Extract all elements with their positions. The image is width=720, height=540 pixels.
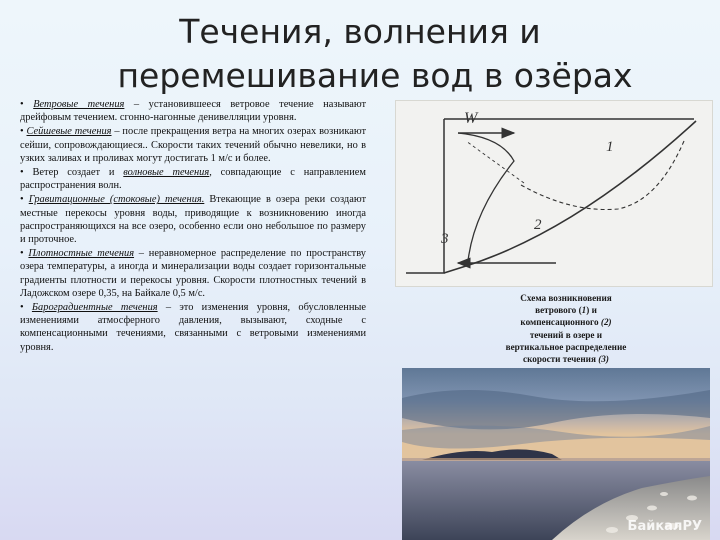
bullet: • (20, 99, 24, 110)
caption-line (480, 304, 652, 316)
lake-photo-image (402, 368, 710, 540)
compensation-current-line (521, 141, 684, 210)
bullet: • (20, 167, 24, 179)
paragraph-text: – это изменения уровня, обусловленные изменениями атмосферного давления, вызывают, сходные с компенсационными течениями, связанными с ветровыми изменениями уровня. (20, 302, 366, 353)
current-scheme-figure (395, 100, 713, 287)
velocity-profile-curve (458, 133, 514, 261)
figure-caption (480, 292, 652, 365)
lake-wall (406, 119, 444, 273)
term-density-currents: Плотностные течения (28, 248, 135, 260)
caption-line (480, 316, 652, 328)
caption-number: 1 (581, 305, 587, 316)
caption-number: (3) (598, 354, 609, 365)
paragraph-text: – установившееся ветровое течение называют дрейфовым течением. сгонно-нагонные денивелляции уровня. (20, 99, 366, 124)
label-2: 2 (534, 217, 542, 233)
term-gravity-currents: Гравитационные (стоковые) течения. (28, 194, 205, 206)
body-text (20, 98, 366, 355)
title-line-1: Течения, волнения и (179, 12, 541, 51)
caption-text: компенсационного (520, 317, 601, 328)
paragraph-wave-currents (20, 166, 366, 192)
paragraph-barogradient-currents (20, 301, 366, 354)
caption-number: (2) (600, 317, 612, 328)
paragraph-seiche-currents (20, 125, 366, 165)
paragraph-text: Ветер создает и (32, 167, 124, 179)
paragraph-density-currents (20, 247, 366, 300)
paragraph-text: , совпадающие с направлением распространения волн. (20, 167, 366, 192)
caption-line: Схема возникновения (520, 293, 612, 303)
paragraph-wind-currents (20, 98, 366, 124)
caption-text: ) и (586, 305, 597, 316)
bullet: • (20, 194, 24, 206)
paragraph-text: – после прекращения ветра на многих озерах возникают сейши, сопровождающиеся.. Скорости таких течений обычно невелики, но в узких заливах и проливах могут достигать 1 м/с и более. (20, 126, 366, 164)
title-line-2: перемешивание вод в озёрах (117, 56, 633, 95)
lake-baikal-photo (402, 368, 710, 540)
label-1: 1 (606, 139, 614, 155)
label-w: W (464, 110, 478, 127)
caption-line (480, 353, 652, 365)
slide-title (0, 10, 720, 98)
term-wave-currents: волновые течения (123, 167, 210, 179)
paragraph-text: Втекающие в озера реки создают местные перекосы уровня воды, приводящие к возникновению иногда распространяющихся на все озеро, особенно если оно небольшое по размеру и проточное. (20, 194, 366, 246)
label-3: 3 (441, 231, 449, 247)
photo-watermark: БайкалРУ (627, 519, 702, 534)
term-seiche-currents: Сейшевые течения (26, 126, 112, 138)
caption-line: вертикальное распределение (505, 341, 627, 352)
current-scheme-diagram (396, 101, 712, 286)
caption-text: скорости течения (523, 354, 599, 365)
paragraph-text: – неравномерное распределение по пространству озера температуры, а иногда и минерализации воды создает горизонтальные градиенты плотности и перекосы уровня. Скорости плотностных течений в Ладожском озере 0,35, на Байкале 0,5 м/с. (20, 248, 366, 299)
bullet: • (20, 302, 24, 314)
bullet: • (20, 126, 24, 138)
wind-current-line (466, 141, 524, 183)
caption-line: течений в озере и (529, 329, 603, 340)
caption-text: ветрового ( (535, 305, 582, 316)
paragraph-gravity-currents (20, 193, 366, 246)
term-barogradient-currents: Бароградиентные течения (31, 302, 158, 314)
term-wind-currents: Ветровые течения (33, 99, 125, 110)
bullet: • (20, 248, 24, 260)
lake-bottom-profile (444, 121, 696, 273)
